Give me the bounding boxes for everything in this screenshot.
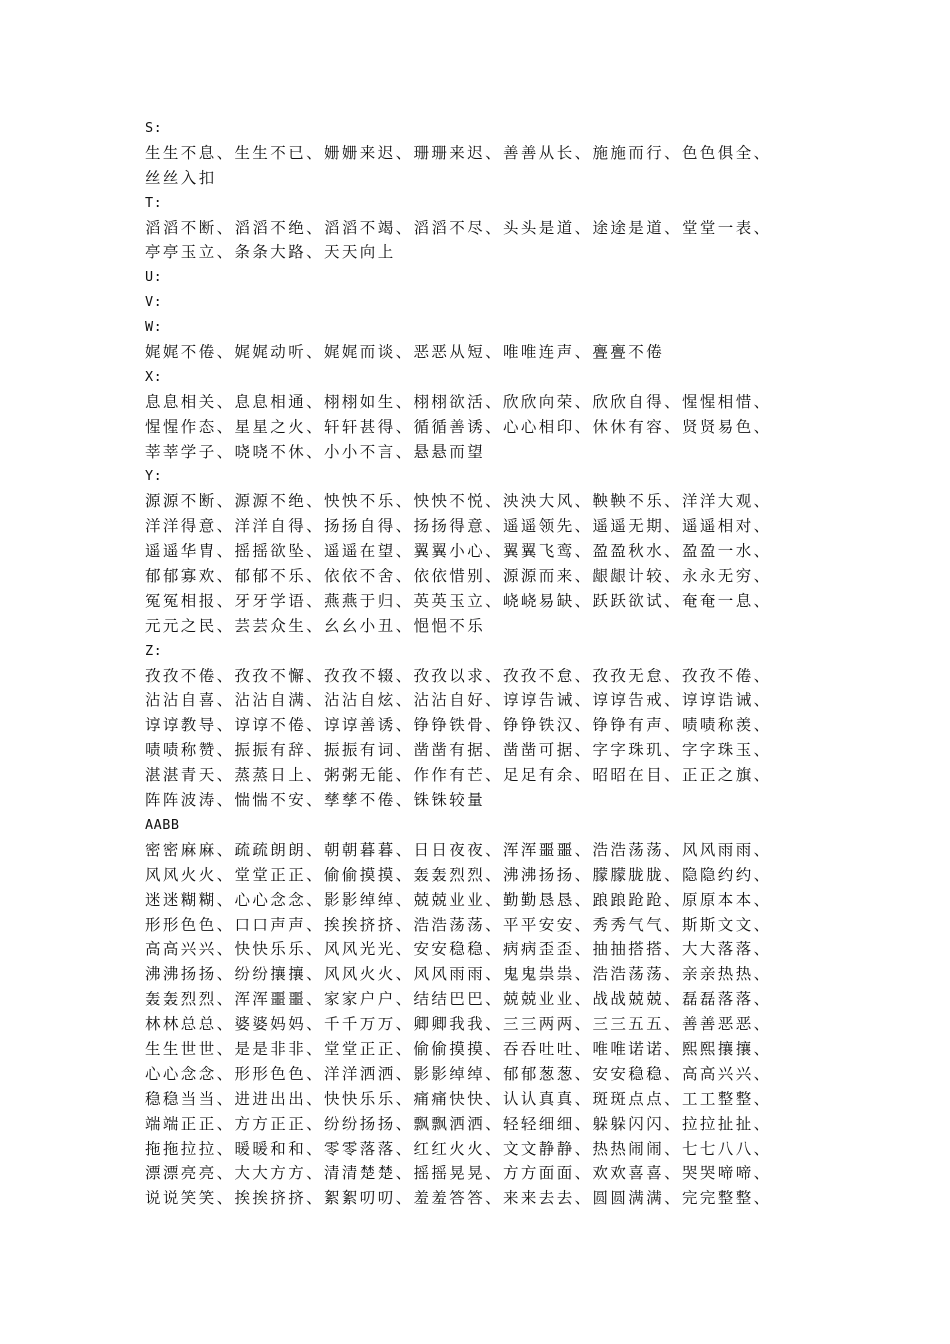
idiom-line: 洋洋得意、洋洋自得、扬扬自得、扬扬得意、遥遥领先、遥遥无期、遥遥相对、 xyxy=(145,517,772,536)
idiom-line: 沸沸扬扬、纷纷攘攘、风风火火、风风雨雨、鬼鬼祟祟、浩浩荡荡、亲亲热热、 xyxy=(145,965,772,984)
idiom-line: 风风火火、堂堂正正、偷偷摸摸、轰轰烈烈、沸沸扬扬、朦朦胧胧、隐隐约约、 xyxy=(145,865,772,884)
idiom-line: 密密麻麻、疏疏朗朗、朝朝暮暮、日日夜夜、浑浑噩噩、浩浩荡荡、风风雨雨、 xyxy=(145,840,772,859)
idiom-line: 轰轰烈烈、浑浑噩噩、家家户户、结结巴巴、兢兢业业、战战兢兢、磊磊落落、 xyxy=(145,990,772,1009)
idiom-line: 娓娓不倦、娓娓动听、娓娓而谈、恶恶从短、唯唯连声、亹亹不倦 xyxy=(145,343,665,362)
idiom-line: 元元之民、芸芸众生、幺幺小丑、悒悒不乐 xyxy=(145,616,486,635)
section-heading: U: xyxy=(145,269,163,286)
idiom-line: 说说笑笑、挨挨挤挤、絮絮叨叨、羞羞答答、来来去去、圆圆满满、完完整整、 xyxy=(145,1189,772,1208)
idiom-line: 迷迷糊糊、心心念念、影影绰绰、兢兢业业、勤勤恳恳、踉踉跄跄、原原本本、 xyxy=(145,890,772,909)
section-heading: T: xyxy=(145,194,163,211)
idiom-line: 丝丝入扣 xyxy=(145,168,217,187)
section-heading: V: xyxy=(145,294,163,311)
idiom-line: 啧啧称赞、振振有辞、振振有词、凿凿有据、凿凿可据、字字珠玑、字字珠玉、 xyxy=(145,741,772,760)
document-page xyxy=(145,116,815,1211)
idiom-line: 端端正正、方方正正、纷纷扬扬、飘飘洒洒、轻轻细细、躲躲闪闪、拉拉扯扯、 xyxy=(145,1114,772,1133)
idiom-line: 心心念念、形形色色、洋洋洒洒、影影绰绰、郁郁葱葱、安安稳稳、高高兴兴、 xyxy=(145,1064,772,1083)
idiom-line: 湛湛青天、蒸蒸日上、粥粥无能、作作有芒、足足有余、昭昭在目、正正之旗、 xyxy=(145,766,772,785)
section-heading: Y: xyxy=(145,468,163,485)
section-heading: S: xyxy=(145,120,163,136)
idiom-line: 孜孜不倦、孜孜不懈、孜孜不辍、孜孜以求、孜孜不怠、孜孜无怠、孜孜不倦、 xyxy=(145,666,772,685)
idiom-line: 莘莘学子、哓哓不休、小小不言、悬悬而望 xyxy=(145,442,486,461)
idiom-line: 郁郁寡欢、郁郁不乐、依依不舍、依依惜别、源源而来、龈龈计较、永永无穷、 xyxy=(145,567,772,586)
idiom-line: 遥遥华胄、摇摇欲坠、遥遥在望、翼翼小心、翼翼飞鸾、盈盈秋水、盈盈一水、 xyxy=(145,542,772,561)
idiom-line: 漂漂亮亮、大大方方、清清楚楚、摇摇晃晃、方方面面、欢欢喜喜、哭哭啼啼、 xyxy=(145,1164,772,1183)
idiom-line: 滔滔不断、滔滔不绝、滔滔不竭、滔滔不尽、头头是道、途途是道、堂堂一表、 xyxy=(145,218,772,237)
idiom-line: 形形色色、口口声声、挨挨挤挤、浩浩荡荡、平平安安、秀秀气气、斯斯文文、 xyxy=(145,915,772,934)
section-heading: AABB xyxy=(145,816,180,833)
section-heading: X: xyxy=(145,368,163,385)
idiom-line: 高高兴兴、快快乐乐、风风光光、安安稳稳、病病歪歪、抽抽搭搭、大大落落、 xyxy=(145,940,772,959)
idiom-line: 息息相关、息息相通、栩栩如生、栩栩欲活、欣欣向荣、欣欣自得、惺惺相惜、 xyxy=(145,392,772,411)
idiom-line: 阵阵波涛、惴惴不安、孳孳不倦、铢铢较量 xyxy=(145,791,486,810)
idiom-line: 稳稳当当、进进出出、快快乐乐、痛痛快快、认认真真、斑斑点点、工工整整、 xyxy=(145,1089,772,1108)
idiom-line: 生生世世、是是非非、堂堂正正、偷偷摸摸、吞吞吐吐、唯唯诺诺、熙熙攘攘、 xyxy=(145,1039,772,1058)
section-heading: W: xyxy=(145,319,163,336)
idiom-line: 拖拖拉拉、暖暖和和、零零落落、红红火火、文文静静、热热闹闹、七七八八、 xyxy=(145,1139,772,1158)
idiom-line: 林林总总、婆婆妈妈、千千万万、卿卿我我、三三两两、三三五五、善善恶恶、 xyxy=(145,1015,772,1034)
idiom-line: 冤冤相报、牙牙学语、燕燕于归、英英玉立、峣峣易缺、跃跃欲试、奄奄一息、 xyxy=(145,591,772,610)
section-heading: Z: xyxy=(145,642,163,659)
idiom-line: 惺惺作态、星星之火、轩轩甚得、循循善诱、心心相印、休休有容、贤贤易色、 xyxy=(145,417,772,436)
idiom-line: 亭亭玉立、条条大路、天天向上 xyxy=(145,243,396,262)
idiom-line: 沾沾自喜、沾沾自满、沾沾自炫、沾沾自好、谆谆告诫、谆谆告戒、谆谆诰诫、 xyxy=(145,691,772,710)
idiom-line: 源源不断、源源不绝、怏怏不乐、怏怏不悦、泱泱大风、鞅鞅不乐、洋洋大观、 xyxy=(145,492,772,511)
idiom-line: 生生不息、生生不已、姗姗来迟、珊珊来迟、善善从长、施施而行、色色俱全、 xyxy=(145,143,772,162)
idiom-line: 谆谆教导、谆谆不倦、谆谆善诱、铮铮铁骨、铮铮铁汉、铮铮有声、啧啧称羡、 xyxy=(145,716,772,735)
